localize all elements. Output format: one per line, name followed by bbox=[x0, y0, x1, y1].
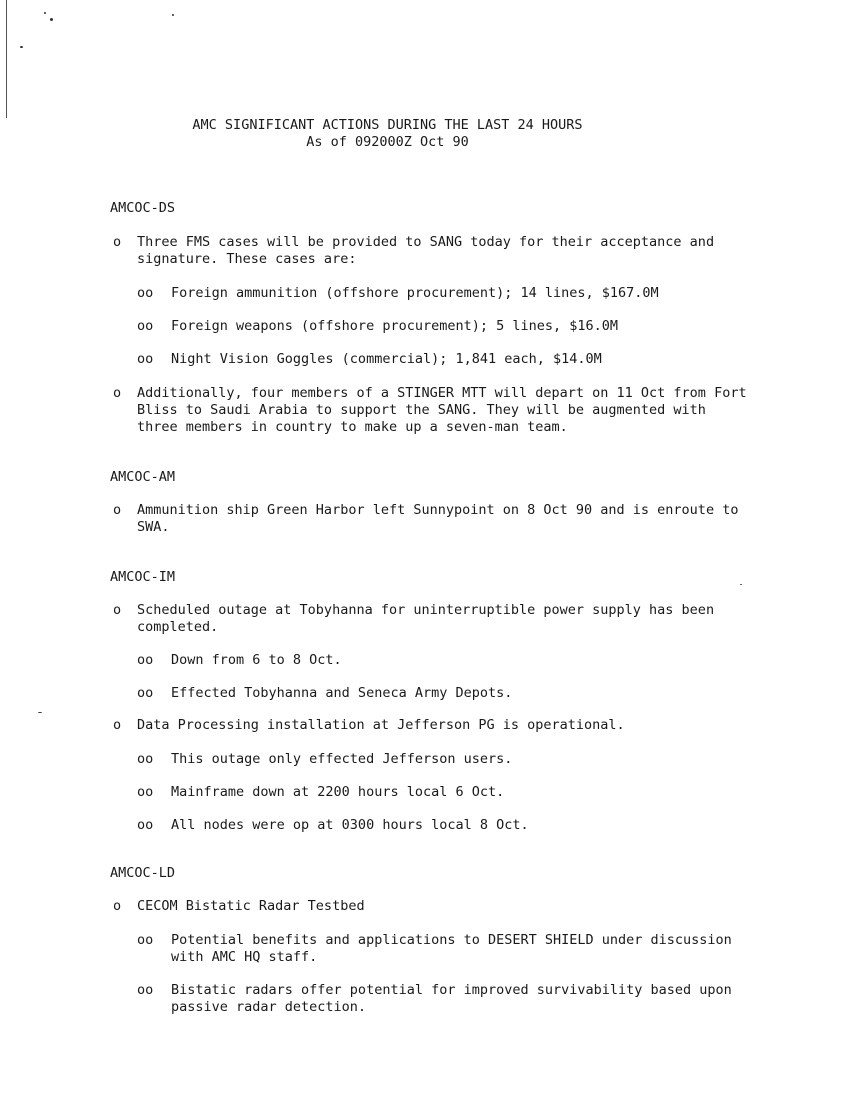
item-text: Scheduled outage at Tobyhanna for uninterruptible power supply has been completed. bbox=[137, 602, 715, 635]
scan-speck bbox=[38, 712, 42, 713]
scan-speck bbox=[172, 14, 174, 16]
subitem-text: Mainframe down at 2200 hours local 6 Oct. bbox=[171, 784, 505, 800]
as-of-line: As of 092000Z Oct 90 bbox=[306, 134, 469, 150]
scan-edge-line bbox=[6, 0, 7, 118]
sub-bullet: oo bbox=[137, 685, 154, 701]
bullet: o bbox=[113, 385, 122, 401]
sub-bullet: oo bbox=[137, 751, 154, 767]
subitem-text: All nodes were op at 0300 hours local 8 Oct. bbox=[171, 817, 529, 833]
document-title bbox=[0, 117, 775, 151]
subitem-text: Effected Tobyhanna and Seneca Army Depots. bbox=[171, 685, 513, 701]
section-heading: AMCOC-AM bbox=[110, 469, 176, 485]
sub-bullet: oo bbox=[137, 982, 154, 998]
bullet: o bbox=[113, 602, 122, 618]
sub-bullet: oo bbox=[137, 932, 154, 948]
scan-speck bbox=[44, 12, 46, 14]
item-text: Ammunition ship Green Harbor left Sunnypoint on 8 Oct 90 and is enroute to SWA. bbox=[137, 502, 739, 535]
scan-speck bbox=[740, 584, 742, 585]
bullet: o bbox=[113, 502, 122, 518]
sub-bullet: oo bbox=[137, 652, 154, 668]
subitem-text: Bistatic radars offer potential for improved survivability based upon passive radar detection. bbox=[171, 982, 732, 1015]
item-text: Three FMS cases will be provided to SANG today for their acceptance and signature. These cases are: bbox=[137, 234, 715, 267]
sub-bullet: oo bbox=[137, 817, 154, 833]
subitem-text: Foreign ammunition (offshore procurement); 14 lines, $167.0M bbox=[171, 285, 659, 301]
section-heading: AMCOC-DS bbox=[110, 200, 176, 216]
sub-bullet: oo bbox=[137, 285, 154, 301]
section-heading: AMCOC-IM bbox=[110, 569, 176, 585]
title-line: AMC SIGNIFICANT ACTIONS DURING THE LAST 24 HOURS bbox=[192, 117, 583, 133]
subitem-text: Night Vision Goggles (commercial); 1,841 each, $14.0M bbox=[171, 351, 602, 367]
scan-speck bbox=[50, 18, 53, 21]
item-text: CECOM Bistatic Radar Testbed bbox=[137, 898, 365, 914]
item-text: Data Processing installation at Jefferson PG is operational. bbox=[137, 717, 625, 733]
sub-bullet: oo bbox=[137, 351, 154, 367]
subitem-text: Down from 6 to 8 Oct. bbox=[171, 652, 342, 668]
sub-bullet: oo bbox=[137, 318, 154, 334]
bullet: o bbox=[113, 717, 122, 733]
item-text: Additionally, four members of a STINGER MTT will depart on 11 Oct from Fort Bliss to Saudi Arabia to support the SANG. They will be augmented with three members in country to make up a seven-man team. bbox=[137, 385, 747, 435]
sub-bullet: oo bbox=[137, 784, 154, 800]
scan-speck bbox=[20, 46, 23, 48]
subitem-text: Potential benefits and applications to DESERT SHIELD under discussion with AMC HQ staff. bbox=[171, 932, 732, 965]
subitem-text: Foreign weapons (offshore procurement); 5 lines, $16.0M bbox=[171, 318, 619, 334]
section-heading: AMCOC-LD bbox=[110, 865, 176, 881]
subitem-text: This outage only effected Jefferson users. bbox=[171, 751, 513, 767]
bullet: o bbox=[113, 898, 122, 914]
bullet: o bbox=[113, 234, 122, 250]
